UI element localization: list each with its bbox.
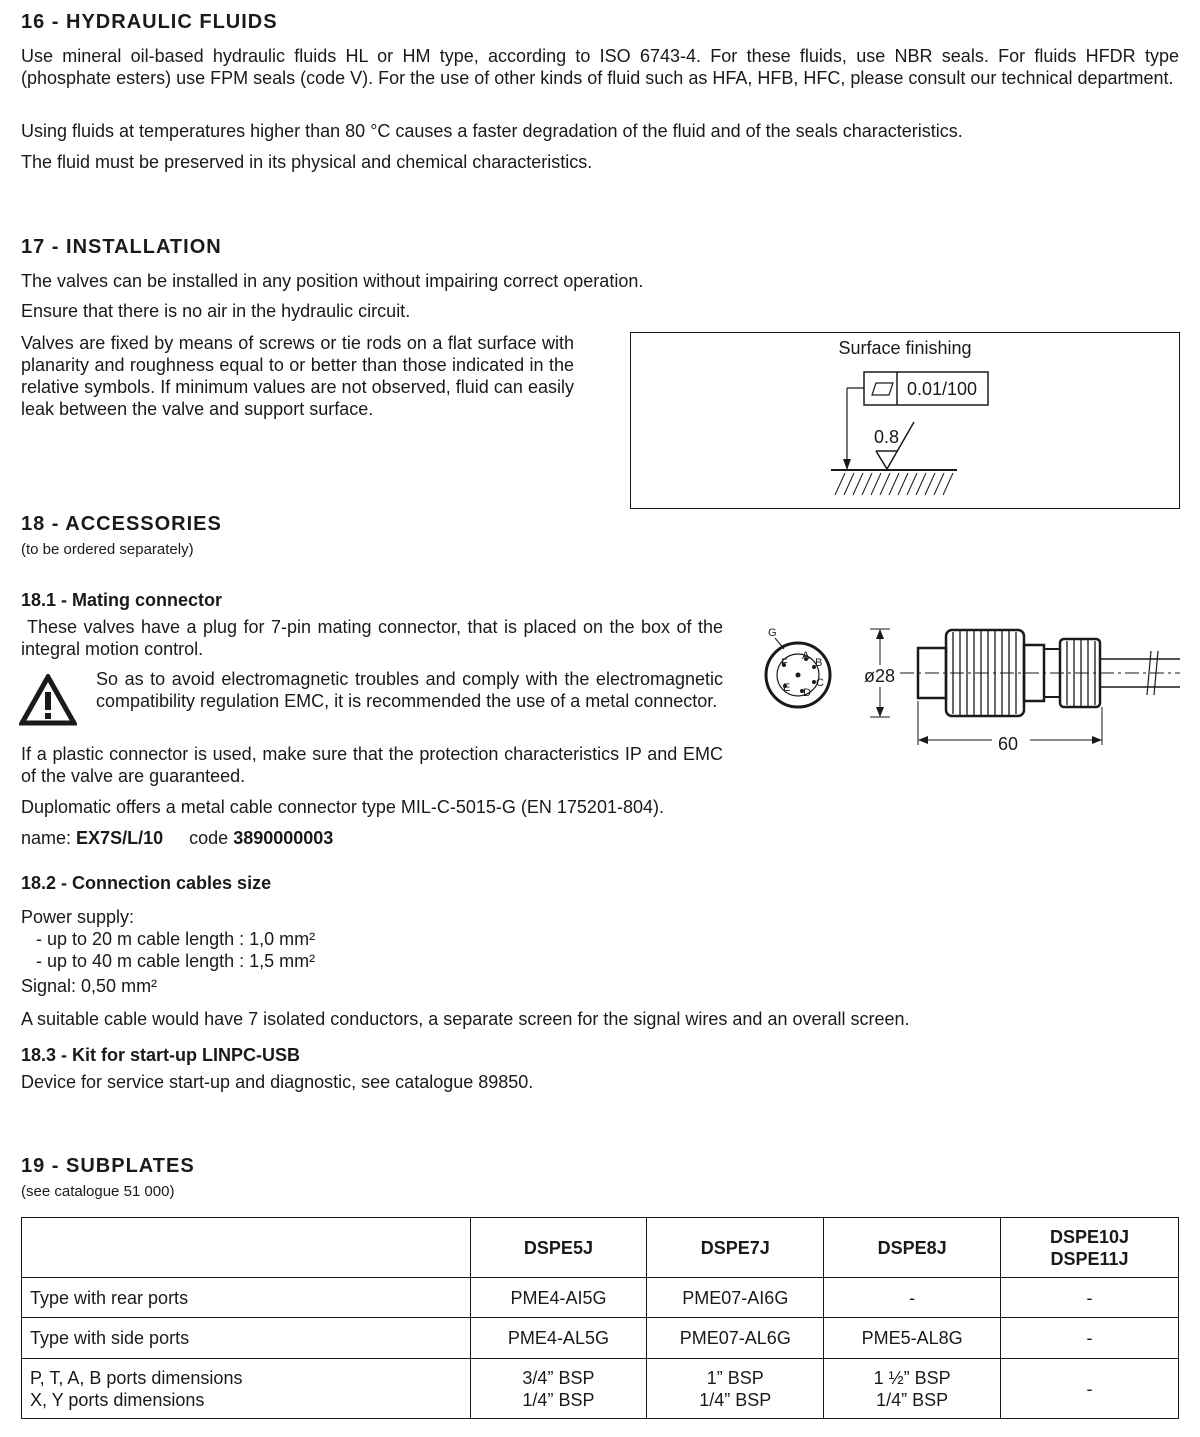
flatness-value: 0.01/100: [907, 379, 978, 399]
header-dspe7j: DSPE7J: [647, 1218, 824, 1278]
table-cell: -: [1001, 1359, 1179, 1419]
surface-finishing-figure: [630, 332, 1180, 509]
cable-size-40m: - up to 40 m cable length : 1,5 mm²: [36, 951, 316, 971]
s17-paragraph-3: Valves are fixed by means of screws or tie rods on a flat surface with planarity and roughness equal to or better than those indicated in the relative symbols. If minimum values are not observed, fluid can easily leak between the valve and support surface.: [21, 333, 574, 419]
table-cell: PME4-AI5G: [470, 1278, 647, 1318]
table-cell: [824, 1359, 1001, 1419]
code-label: code: [189, 828, 229, 848]
cell-value: 1/4” BSP: [522, 1389, 595, 1410]
cable-size-20m: - up to 20 m cable length : 1,0 mm²: [36, 929, 316, 949]
table-cell: -: [1001, 1278, 1179, 1318]
row-label: Type with rear ports: [22, 1278, 471, 1318]
roughness-value: 0.8: [874, 427, 900, 447]
s18-1-paragraph-1: These valves have a plug for 7-pin mating connector, that is placed on the box of the integral motion control.: [21, 617, 723, 659]
ports-label-ptab: P, T, A, B ports dimensions: [30, 1367, 243, 1388]
s18-3-heading: 18.3 - Kit for start-up LINPC-USB: [21, 1045, 301, 1065]
s18-2-paragraph: A suitable cable would have 7 isolated conductors, a separate screen for the signal wires and an overall screen.: [21, 1009, 910, 1029]
length-dimension: 60: [998, 734, 1019, 754]
code-value: 3890000003: [233, 828, 334, 848]
s16-paragraph-2: Using fluids at temperatures higher than 80 °C causes a faster degradation of the fluid and of the seals characteristics.: [21, 121, 963, 141]
surface-finishing-symbols: [631, 333, 1179, 508]
header-dspe11j: DSPE11J: [1050, 1248, 1129, 1269]
section-16-heading: 16 - HYDRAULIC FLUIDS: [21, 11, 278, 33]
s19-subtitle: (see catalogue 51 000): [21, 1183, 175, 1200]
header-empty-cell: [22, 1218, 471, 1278]
table-cell: -: [824, 1278, 1001, 1318]
ports-label-xy: X, Y ports dimensions: [30, 1389, 205, 1410]
row-label: [22, 1359, 471, 1419]
table-row: [22, 1318, 1179, 1359]
warning-icon: [19, 674, 77, 726]
s17-paragraph-2: Ensure that there is no air in the hydraulic circuit.: [21, 301, 411, 321]
row-label: Type with side ports: [22, 1318, 471, 1359]
table-cell: -: [1001, 1318, 1179, 1359]
surface-finishing-title: Surface finishing: [838, 338, 972, 358]
s18-2-heading: 18.2 - Connection cables size: [21, 873, 272, 893]
section-19-heading: 19 - SUBPLATES: [21, 1155, 195, 1177]
cell-value: 1/4” BSP: [876, 1389, 949, 1410]
cell-value: 1” BSP: [706, 1367, 764, 1388]
table-header-row: [22, 1218, 1179, 1278]
s18-subtitle: (to be ordered separately): [21, 541, 194, 558]
header-dspe10j-11j: [1001, 1218, 1179, 1278]
name-label: name:: [21, 828, 72, 848]
header-dspe10j: DSPE10J: [1050, 1226, 1130, 1247]
table-cell: PME07-AI6G: [647, 1278, 824, 1318]
leader-arrow-icon: [843, 459, 851, 470]
s18-1-paragraph-2: If a plastic connector is used, make sure that the protection characteristics IP and EMC of the valve are guaranteed.: [21, 744, 723, 786]
connector-side-view: [870, 629, 1180, 745]
power-supply-label: Power supply:: [21, 907, 135, 927]
cell-value: 1/4” BSP: [699, 1389, 772, 1410]
table-row: [22, 1278, 1179, 1318]
s17-paragraph-1: The valves can be installed in any position without impairing correct operation.: [21, 271, 644, 291]
s16-paragraph-1: Use mineral oil-based hydraulic fluids HL or HM type, according to ISO 6743-4. For these fluids, use NBR seals. For fluids HFDR type (phosphate esters) use FPM seals (code V). For the use of other kinds of fluid such as HFA, HFB, HFC, please consult our technical department.: [21, 46, 1179, 88]
mating-connector-drawing: [740, 615, 1180, 755]
table-cell: [647, 1359, 824, 1419]
diameter-dimension: ø28: [864, 666, 896, 686]
cell-value: 3/4” BSP: [522, 1367, 595, 1388]
table-cell: PME07-AL6G: [647, 1318, 824, 1359]
connector-front-view: [766, 638, 830, 707]
pin-label-c: C: [816, 677, 824, 689]
header-dspe8j: DSPE8J: [824, 1218, 1001, 1278]
table-cell: [470, 1359, 647, 1419]
section-18-heading: 18 - ACCESSORIES: [21, 513, 222, 535]
pin-label-g: G: [768, 627, 777, 639]
table-row: [22, 1359, 1179, 1419]
s18-1-paragraph-3: Duplomatic offers a metal cable connector type MIL-C-5015-G (EN 175201-804).: [21, 797, 664, 817]
pin-label-f: F: [781, 657, 788, 669]
section-17-heading: 17 - INSTALLATION: [21, 236, 222, 258]
subplates-table: [21, 1217, 1179, 1419]
emc-warning-text: So as to avoid electromagnetic troubles and comply with the electromagnetic compatibility regulation EMC, it is recommended the use of a metal connector.: [96, 669, 723, 711]
pin-label-d: D: [803, 687, 811, 699]
flatness-symbol-icon: [872, 383, 893, 395]
s16-paragraph-3: The fluid must be preserved in its physical and chemical characteristics.: [21, 152, 593, 172]
pin-label-e: E: [783, 682, 791, 694]
pin-label-a: A: [802, 650, 810, 662]
table-cell: PME4-AL5G: [470, 1318, 647, 1359]
table-cell: PME5-AL8G: [824, 1318, 1001, 1359]
connector-order-line: [21, 827, 333, 849]
name-value: EX7S/L/10: [76, 828, 164, 848]
header-dspe5j: DSPE5J: [470, 1218, 647, 1278]
s18-3-paragraph: Device for service start-up and diagnostic, see catalogue 89850.: [21, 1072, 534, 1092]
s18-1-heading: 18.1 - Mating connector: [21, 590, 223, 610]
signal-cable-size: Signal: 0,50 mm²: [21, 976, 158, 996]
cell-value: 1 ½” BSP: [873, 1367, 951, 1388]
pin-label-b: B: [815, 657, 823, 669]
